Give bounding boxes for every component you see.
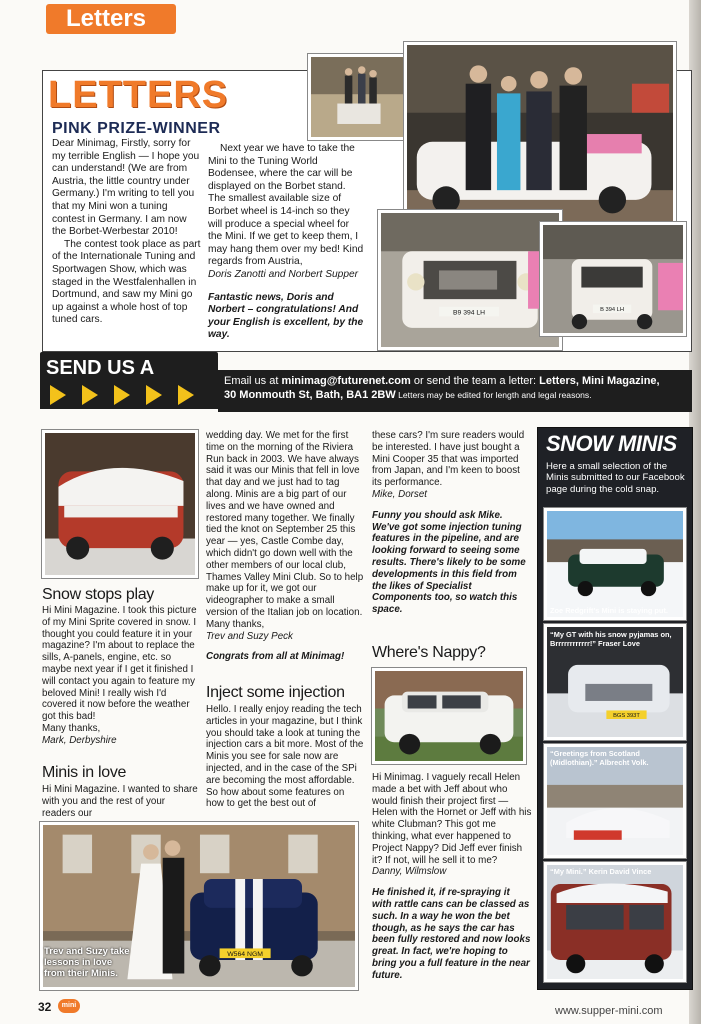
send-line-2	[224, 388, 686, 402]
minis-in-love-body: Hi Mini Magazine. I wanted to share with you and the rest of your readers our	[42, 784, 198, 819]
wedding-letter-body: wedding day. We met for the first time on the morning of the Riviera Run back in 2003. We have always said it was our Minis that fell in love that day and we just had to tag along. Minis are a big part of our lives and we have owned and restored many together. We finally tied the knot on September 25 this year — yes, Castle Combe day, which didn't go down well with the other members of our local club, Thames Valley Mini Club. So to help make up for it, we got our videographer to make a small version of the Italian job on location. Many thanks, Trev and Suzy Peck Congrats from all at Minimag!	[206, 430, 364, 663]
send-line-1: Email us at minimag@futurenet.com or send the team a letter: Letters, Mini Magazine,	[224, 375, 660, 387]
feature-paragraph-2: The contest took place as part of the Internationale Tuning and Sportwagen Show, which was staged in the Westfalenhallen in Dortmund, and saw my Mini go up against a whole host of top tuned cars.	[52, 238, 201, 326]
photo-snow-mini-4	[544, 862, 686, 982]
nappy-body: Hi Minimag. I vaguely recall Helen made a bet with Jeff about who would finish their project first — Helen with the Hornet or Jeff with his white Clubman? This got me thinking, what ever happened to Project Nappy? Did Jeff ever finish it? If not, will he sell it to me? Danny, Wilmslow He finished it, if re-spraying it with rattle cans can be classed as such. In a way he won the bet though, as he says the car has been fully restored and now looks great. In fact, we're hoping to bring you a full feature in the near future.	[372, 772, 532, 981]
arrow-icon	[50, 385, 66, 405]
prize-heading: PINK PRIZE-WINNER	[52, 120, 221, 137]
snow-caption-1: Zoe Redgrift's Mini is staying put.	[550, 606, 668, 615]
snow-caption-3: “Greetings from Scotland (Midlothian).” Albrecht Volk.	[550, 749, 649, 767]
wedding-reply: Congrats from all at Minimag!	[206, 651, 345, 663]
snow-caption-4: “My Mini.” Kerin David Vince	[550, 867, 652, 876]
photo-mini-rear	[540, 222, 686, 336]
photo-snow-mini-1	[544, 508, 686, 620]
feature-signature: Doris Zanotti and Norbert Supper	[208, 268, 359, 280]
arrow-icon	[178, 385, 194, 405]
feature-reply: Fantastic news, Doris and Norbert – congratulations! And your English is excellent, by the way.	[208, 291, 364, 341]
minis-in-love-heading: Minis in love	[42, 764, 127, 781]
snow-caption-2: “My GT with his snow pyjamas on, Brrrrrrrrrrrr!” Fraser Love	[550, 630, 672, 648]
snow-stops-play-heading: Snow stops play	[42, 586, 155, 603]
photo-snowy-mini-sprite	[42, 430, 198, 578]
snow-minis-intro: Here a small selection of the Minis submitted to our Facebook page during the cold snap.	[546, 461, 685, 495]
send-letter-band	[218, 370, 692, 412]
send-letter-title: SEND US A	[40, 352, 218, 384]
section-tab: Letters	[46, 4, 176, 34]
snow-stops-play-body: Hi Mini Magazine. I took this picture of my Mini Sprite covered in snow. I thought you could feature it in your magazine? I'm about to replace the sills, A-panels, engine, etc. so maybe next year if I get it finished I will contact you again to feature my beloved Mini! I really wish I'd covered it now before the weather got this bad! Many thanks, Mark, Derbyshire	[42, 605, 197, 746]
inject-body: Hello. I really enjoy reading the tech articles in your magazine, but I think you should take a look at tuning the injection cars a bit more. Most of the Minis you see for sale now are injected, and in the case of the SPi are becoming the most affordable. So how about some features on how to get the best out of	[206, 704, 364, 810]
plate-2: B 394 LH	[600, 307, 625, 314]
feature-paragraph-1: Dear Minimag, Firstly, sorry for my terrible English — I hope you can understand! (We are from Austria, the little country under Germany.) I'm writing to tell you that my Mini won a tuning contest in Germany. I am now the Borbet-Werbestar 2010!	[52, 138, 200, 238]
snow-minis-title: SNOW MINIS	[546, 431, 677, 456]
legal-note: Letters may be edited for length and legal reasons.	[395, 390, 592, 400]
arrow-icon	[146, 385, 162, 405]
arrow-icon	[82, 385, 98, 405]
arrow-icon	[114, 385, 130, 405]
feature-paragraph-3: Next year we have to take the Mini to the Tuning World Bodensee, where the car will be displayed on the Borbet stand. The smallest available size of Borbet wheel is 14-inch so they will produce a special wheel for the Mini. If we get to keep them, I may hang them over my bed! Kind regards from Austria,	[208, 143, 364, 268]
photo-white-clubman	[372, 668, 526, 764]
wedding-caption: Trev and Suzy take lessons in love from their Minis.	[44, 946, 130, 979]
watermark-url: www.supper-mini.com	[555, 1005, 663, 1017]
postal-address: 30 Monmouth St, Bath, BA1 2BW	[224, 389, 396, 401]
plate-4: BGS 393T	[613, 713, 640, 720]
mini-logo: mini	[58, 999, 80, 1013]
plate-1: B9 394 LH	[453, 309, 485, 317]
nappy-heading: Where's Nappy?	[372, 644, 486, 661]
feature-column-2	[208, 143, 364, 342]
page-number: 32	[38, 1000, 52, 1014]
inject-continued: these cars? I'm sure readers would be interested. I have just bought a Mini Cooper 35 that was imported from Japan, and I'm keen to boost its performance. Mike, Dorset Funny you should ask Mike. We've got some injection tuning features in the pipeline, and are looking forward to seeing some results. There's likely to be some developments in this field from the likes of Specialist Components too, so watch this space.	[372, 430, 532, 616]
arrow-strip	[40, 381, 218, 409]
photo-mini-engine-bay	[378, 210, 562, 350]
plate-3: W564 NGM	[227, 951, 264, 959]
inject-heading: Inject some injection	[206, 684, 345, 701]
email-link[interactable]: minimag@futurenet.com	[281, 375, 411, 387]
inject-reply: Funny you should ask Mike. We've got some injection tuning features in the pipeline, and are looking forward to seeing some results. There's likely to be some developments in this field from the likes of Specialist Components too, so watch this space.	[372, 509, 526, 616]
photo-award-podium	[308, 54, 408, 140]
letters-logo: LETTERS	[48, 74, 229, 116]
nappy-reply: He finished it, if re-spraying it with rattle cans can be classed as such. In a way he won the bet though, as he says the car has been fully restored and now looks great. In fact, we're hoping to bring you a full feature in the near future.	[372, 887, 531, 981]
photo-winners-with-mini	[404, 42, 676, 228]
feature-column-1	[52, 138, 202, 327]
